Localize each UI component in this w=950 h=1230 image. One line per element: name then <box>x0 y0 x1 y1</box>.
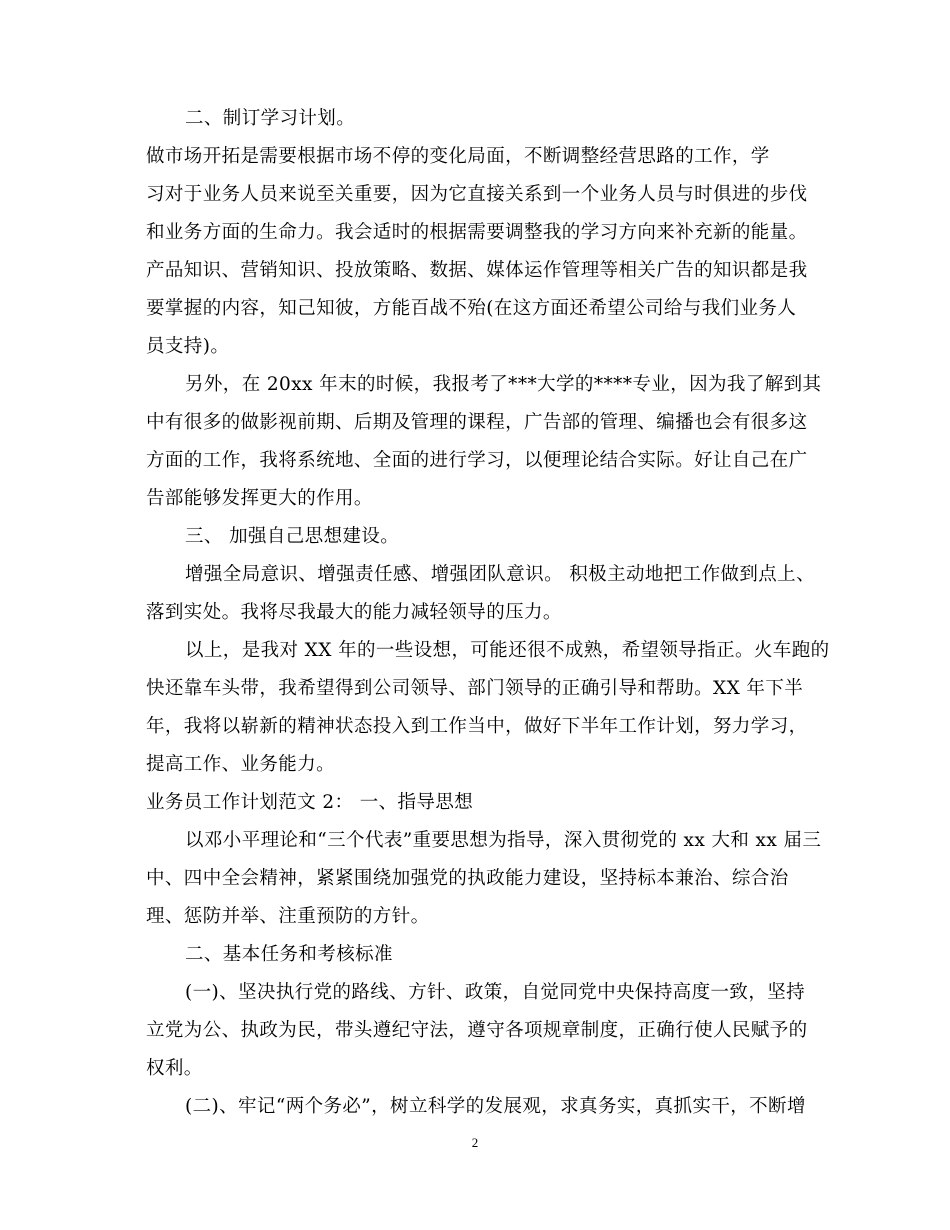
text-line: 告部能够发挥更大的作用。 <box>146 488 373 509</box>
text-line: (一)、坚决执行党的路线、方针、政策，自觉同党中央保持高度一致，坚持 <box>185 982 806 1003</box>
text-line: 以上，是我对 XX 年的一些设想，可能还很不成熟，希望领导指正。火车跑的 <box>185 640 830 661</box>
text-line: 另外，在 20xx 年末的时候，我报考了***大学的****专业，因为我了解到其 <box>185 374 822 395</box>
text-line: 二、制订学习计划。 <box>185 108 356 129</box>
text-line: (二)、牢记“两个务必”，树立科学的发展观，求真务实，真抓实干，不断增 <box>185 1096 806 1117</box>
text-line: 快还靠车头带，我希望得到公司领导、部门领导的正确引导和帮助。XX 年下半 <box>146 678 804 699</box>
text-line: 中有很多的做影视前期、后期及管理的课程，广告部的管理、编播也会有很多这 <box>146 412 808 433</box>
text-line: 员支持)。 <box>146 336 230 357</box>
text-line: 业务员工作计划范文 2： 一、指导思想 <box>146 792 474 813</box>
text-line: 增强全局意识、增强责任感、增强团队意识。 积极主动地把工作做到点上、 <box>185 564 815 585</box>
text-line: 方面的工作，我将系统地、全面的进行学习，以便理论结合实际。好让自己在广 <box>146 450 808 471</box>
text-line: 以邓小平理论和“三个代表”重要思想为指导，深入贯彻党的 xx 大和 xx 届三 <box>185 830 822 851</box>
text-line: 权利。 <box>146 1058 203 1079</box>
text-line: 习对于业务人员来说至关重要，因为它直接关系到一个业务人员与时俱进的步伐 <box>146 184 808 205</box>
text-line: 中、四中全会精神，紧紧围绕加强党的执政能力建设，坚持标本兼治、综合治 <box>146 868 789 889</box>
text-line: 年，我将以崭新的精神状态投入到工作当中，做好下半年工作计划，努力学习， <box>146 716 808 737</box>
text-line: 立党为公、执政为民，带头遵纪守法，遵守各项规章制度，正确行使人民赋予的 <box>146 1020 808 1041</box>
text-line: 和业务方面的生命力。我会适时的根据需要调整我的学习方向来补充新的能量。 <box>146 222 808 243</box>
text-line: 提高工作、业务能力。 <box>146 754 336 775</box>
text-line: 做市场开拓是需要根据市场不停的变化局面，不断调整经营思路的工作，学 <box>146 146 770 167</box>
page-number: 2 <box>471 1135 479 1150</box>
text-line: 三、 加强自己思想建设。 <box>185 526 400 547</box>
text-line: 二、基本任务和考核标准 <box>185 944 393 965</box>
text-line: 落到实处。我将尽我最大的能力减轻领导的压力。 <box>146 602 562 623</box>
text-line: 产品知识、营销知识、投放策略、数据、媒体运作管理等相关广告的知识都是我 <box>146 260 808 281</box>
text-line: 理、惩防并举、注重预防的方针。 <box>146 906 430 927</box>
text-line: 要掌握的内容，知己知彼，方能百战不殆(在这方面还希望公司给与我们业务人 <box>146 298 797 319</box>
